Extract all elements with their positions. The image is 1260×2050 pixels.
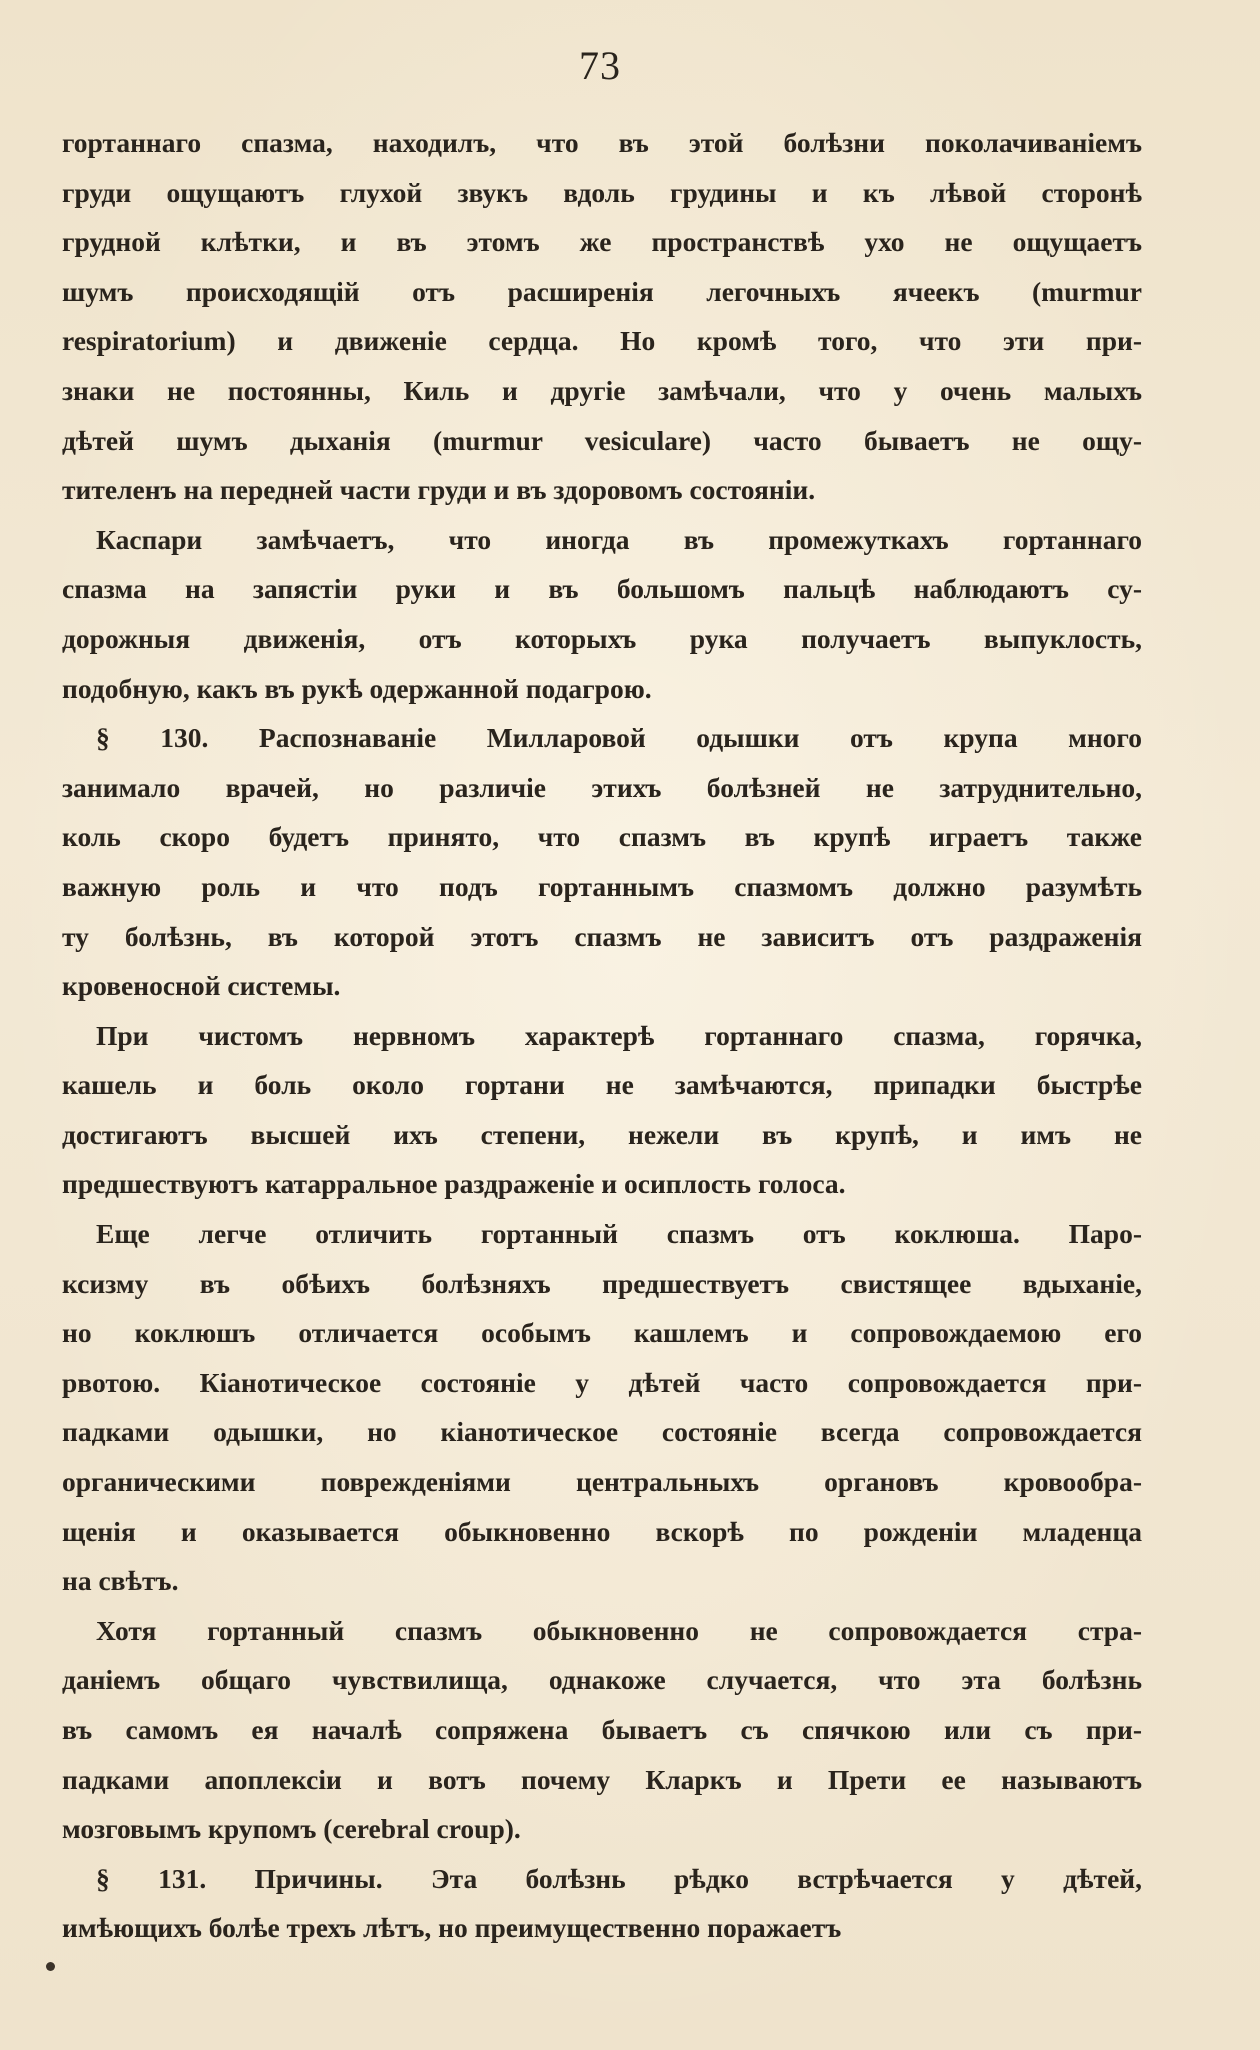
text-line: мозговымъ крупомъ (cerebral croup).	[62, 1813, 521, 1845]
text-line: имѣющихъ болѣе трехъ лѣтъ, но преимущественно поражаетъ	[62, 1912, 842, 1944]
page-number: 73	[579, 43, 621, 88]
text-line: груди ощущаютъ глухой звукъ вдоль грудины и къ лѣвой сторонѣ	[62, 176, 1142, 208]
text-line: падками одышки, но кіанотическое состояніе всегда сопровождается	[62, 1416, 1142, 1448]
text-line: предшествуютъ катарральное раздраженіе и осиплость голоса.	[62, 1168, 846, 1200]
text-line: даніемъ общаго чувствилища, однакоже случается, что эта болѣзнь	[62, 1664, 1142, 1696]
paragraph	[62, 515, 1142, 713]
text-line: важную роль и что подъ гортаннымъ спазмомъ должно разумѣть	[62, 870, 1142, 902]
text-line: занимало врачей, но различіе этихъ болѣзней не затруднительно,	[62, 771, 1142, 803]
paragraph	[62, 1209, 1142, 1606]
text-line: Хотя гортанный спазмъ обыкновенно не сопровождается стра-	[96, 1614, 1142, 1646]
text-line: ксизму въ обѣихъ болѣзняхъ предшествуетъ свистящее вдыханіе,	[62, 1267, 1142, 1299]
text-line: въ самомъ ея началѣ сопряжена бываетъ съ спячкою или съ при-	[62, 1714, 1142, 1745]
text-line: тителенъ на передней части груди и въ здоровомъ состояніи.	[62, 474, 816, 506]
text-line: Каспари замѣчаетъ, что иногда въ промежуткахъ гортаннаго	[96, 523, 1142, 555]
text-line: грудной клѣтки, и въ этомъ же пространствѣ ухо не ощущаетъ	[62, 226, 1142, 258]
text-line: гортаннаго спазма, находилъ, что въ этой болѣзни поколачиваніемъ	[62, 127, 1142, 158]
text-line: рвотою. Кіанотическое состояніе у дѣтей часто сопровождается при-	[62, 1366, 1142, 1398]
text-line: щенія и оказывается обыкновенно вскорѣ по рожденіи младенца	[62, 1515, 1142, 1547]
text-line: достигаютъ высшей ихъ степени, нежели въ крупѣ, и имъ не	[62, 1118, 1142, 1150]
text-line: Еще легче отличить гортанный спазмъ отъ коклюша. Паро-	[96, 1218, 1142, 1250]
text-line: кашель и боль около гортани не замѣчаются, припадки быстрѣе	[62, 1069, 1142, 1101]
text-line: дѣтей шумъ дыханія (murmur vesiculare) часто бываетъ не ощу-	[62, 424, 1142, 456]
body-text	[62, 118, 1142, 1953]
text-line: шумъ происходящій отъ расширенія легочныхъ ячеекъ (murmur	[62, 275, 1142, 307]
text-line: падками апоплексіи и вотъ почему Кларкъ и Прети ее называютъ	[62, 1763, 1142, 1795]
section-heading-line: § 131. Причины. Эта болѣзнь рѣдко встрѣчается у дѣтей,	[96, 1862, 1142, 1894]
text-line: органическими поврежденіями центральныхъ органовъ кровообра-	[62, 1466, 1142, 1498]
paragraph	[62, 1854, 1142, 1953]
paragraph	[62, 1011, 1142, 1209]
text-line: дорожныя движенія, отъ которыхъ рука получаетъ выпуклость,	[62, 622, 1142, 654]
ink-spot	[46, 1962, 55, 1971]
paragraph	[62, 1606, 1142, 1854]
text-line: подобную, какъ въ рукѣ одержанной подагрою.	[62, 672, 652, 704]
text-line: кровеносной системы.	[62, 970, 341, 1002]
text-line: ту болѣзнь, въ которой этотъ спазмъ не зависитъ отъ раздраженія	[62, 920, 1142, 952]
text-line: спазма на запястіи руки и въ большомъ пальцѣ наблюдаютъ су-	[62, 573, 1142, 605]
text-line: знаки не постоянны, Киль и другіе замѣчали, что у очень малыхъ	[62, 374, 1142, 406]
section-heading-line: § 130. Распознаваніе Милларовой одышки отъ крупа много	[96, 722, 1142, 754]
text-line: При чистомъ нервномъ характерѣ гортаннаго спазма, горячка,	[96, 1019, 1142, 1051]
text-line: respiratorium) и движеніе сердца. Но кромѣ того, что эти при-	[62, 325, 1142, 357]
paragraph	[62, 713, 1142, 1011]
text-line: но коклюшъ отличается особымъ кашлемъ и сопровождаемою его	[62, 1317, 1142, 1349]
paragraph	[62, 118, 1142, 515]
text-line: на свѣтъ.	[62, 1565, 179, 1597]
text-line: коль скоро будетъ принято, что спазмъ въ крупѣ играетъ также	[62, 821, 1142, 853]
